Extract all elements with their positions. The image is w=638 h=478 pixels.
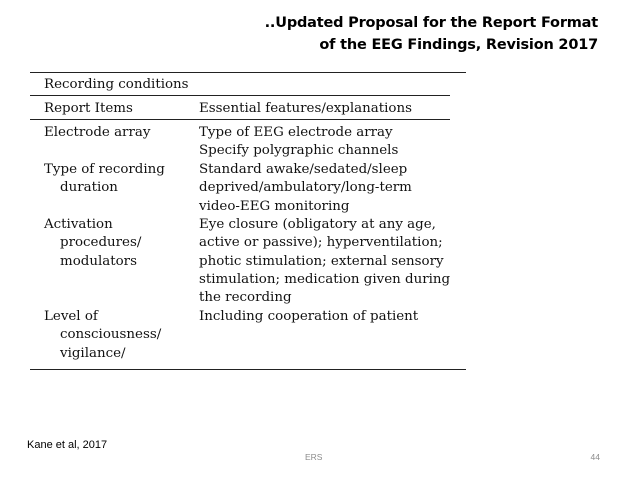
report-item-line: vigilance/ xyxy=(60,345,126,361)
feature-line: the recording xyxy=(199,290,292,306)
table-section-heading: Recording conditions xyxy=(44,77,189,92)
report-item-cell xyxy=(44,216,194,271)
slide-title-line-1: ..Updated Proposal for the Report Format xyxy=(264,15,598,31)
feature-line: Type of EEG electrode array xyxy=(199,125,393,140)
report-item-line: Activation xyxy=(44,217,113,232)
feature-line: Eye closure (obligatory at any age, xyxy=(199,217,436,232)
column-header-essential-features: Essential features/explanations xyxy=(199,101,412,116)
report-item-line: Type of recording xyxy=(44,162,165,177)
feature-line: Specify polygraphic channels xyxy=(199,143,399,159)
report-item-line: duration xyxy=(60,180,118,196)
feature-cell xyxy=(199,308,464,326)
report-item-line: modulators xyxy=(60,253,137,269)
column-header-report-items: Report Items xyxy=(44,101,133,116)
report-item-line: Electrode array xyxy=(44,125,151,140)
table-top-rule xyxy=(30,72,466,73)
table-heading-rule xyxy=(30,95,450,96)
slide-title xyxy=(265,12,598,56)
feature-cell xyxy=(199,216,464,307)
feature-line: photic stimulation; external sensory xyxy=(199,253,444,269)
table-header-rule xyxy=(30,119,450,120)
feature-line: stimulation; medication given during xyxy=(199,271,451,287)
report-item-cell xyxy=(44,124,194,142)
feature-line: Including cooperation of patient xyxy=(199,309,419,324)
citation-source: Kane et al, 2017 xyxy=(27,439,108,451)
report-item-line: procedures/ xyxy=(60,235,142,251)
report-item-line: Level of xyxy=(44,309,98,324)
report-item-cell xyxy=(44,308,194,363)
feature-line: active or passive); hyperventilation; xyxy=(199,235,443,251)
report-item-line: consciousness/ xyxy=(60,327,162,343)
feature-line: deprived/ambulatory/long-term xyxy=(199,180,412,196)
feature-cell xyxy=(199,124,464,161)
page-number: 44 xyxy=(590,452,600,462)
footer-center-label: ERS xyxy=(305,452,323,462)
feature-line: video-EEG monitoring xyxy=(199,198,350,214)
slide-title-line-2: of the EEG Findings, Revision 2017 xyxy=(319,37,598,53)
feature-cell xyxy=(199,161,464,216)
feature-line: Standard awake/sedated/sleep xyxy=(199,162,408,177)
report-item-cell xyxy=(44,161,194,198)
table-bottom-rule xyxy=(30,369,466,370)
